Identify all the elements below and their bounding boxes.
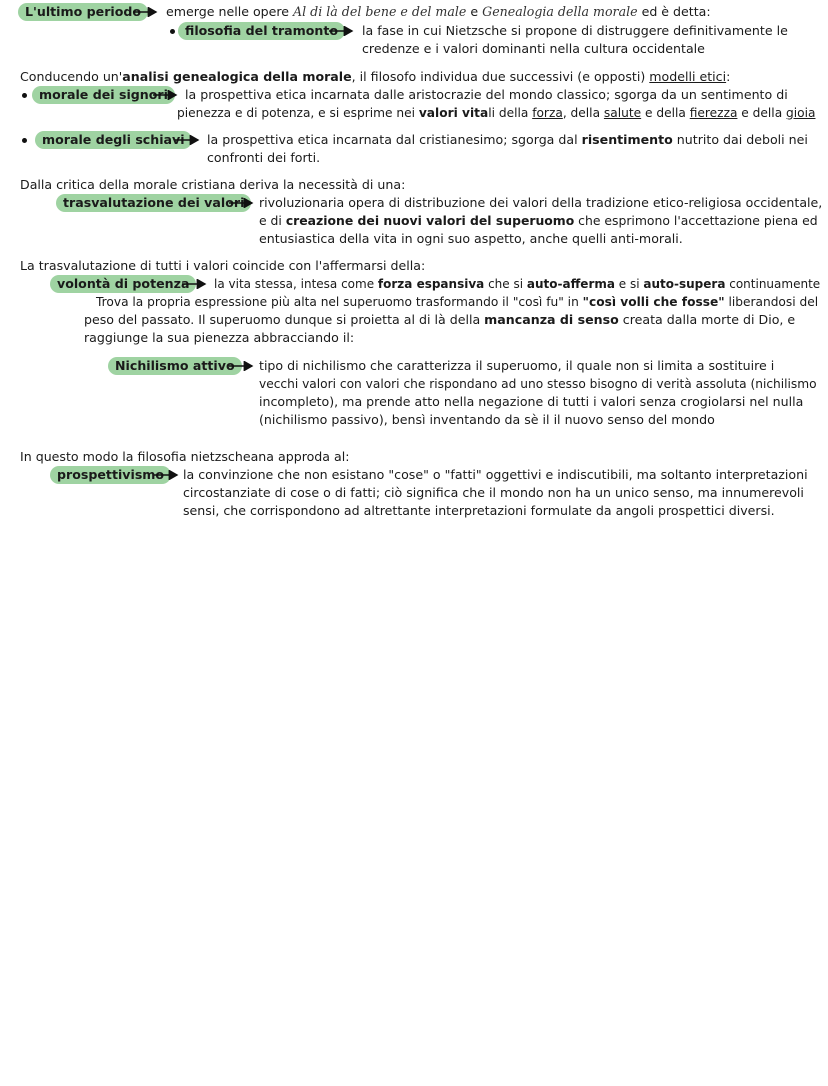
text: e della [737, 106, 787, 120]
text: : [726, 69, 731, 84]
definition-line: rivoluzionaria opera di distribuzione dei valori della tradizione etico-religiosa occidentale, [259, 195, 823, 210]
bold-text: "così volli che fosse" [582, 295, 725, 309]
text: e di [259, 213, 286, 228]
intro-line [20, 68, 730, 86]
tag-trasvalutazione-valori: trasvalutazione dei valori [56, 194, 251, 212]
definition-line: confronti dei forti. [207, 150, 321, 165]
bold-text: creazione dei nuovi valori del superuomo [285, 213, 575, 228]
bold-text: risentimento [581, 132, 673, 147]
arrow-icon [152, 90, 182, 100]
bullet-icon [22, 93, 27, 98]
definition-line: la convinzione che non esistano "cose" o "fatti" oggettivi e indiscutibili, ma soltanto interpretazioni [183, 467, 808, 482]
definition-line [207, 131, 808, 149]
bold-text: auto-afferma [526, 277, 615, 291]
tag-morale-schiavi: morale degli schiavi [35, 131, 192, 149]
intro-line [166, 3, 711, 21]
bold-text: mancanza di senso [484, 312, 619, 327]
intro-text: emerge nelle opere [166, 4, 294, 19]
text: la prospettiva etica incarnata dal cristianesimo; sgorga dal [207, 132, 582, 147]
arrow-icon [174, 135, 204, 145]
definition-line [84, 311, 795, 329]
definition-line: raggiunge la sua pienezza abbracciando il: [84, 330, 355, 345]
definition-line [259, 212, 818, 230]
text: pienezza e di potenza, e si esprime nei [177, 106, 419, 120]
tag-filosofia-tramonto: filosofia del tramonto [178, 22, 345, 40]
intro-line: In questo modo la filosofia nietzscheana approda al: [20, 449, 350, 464]
bold-text: auto-supera [643, 277, 726, 291]
definition-line: entusiastica della vita in ogni suo aspetto, anche quelli anti-morali. [259, 231, 683, 246]
intro-line: Dalla critica della morale cristiana deriva la necessità di una: [20, 177, 406, 192]
bullet-icon [22, 138, 27, 143]
arrow-icon [228, 361, 258, 371]
arrow-icon [328, 26, 358, 36]
underlined-text: forza [532, 106, 563, 120]
definition-line [214, 275, 820, 293]
intro-text: ed è detta: [637, 4, 711, 19]
definition-line: la prospettiva etica incarnata dalle aristocrazie del mondo classico; sgorga da un sentimento di [185, 87, 788, 102]
text: e si [614, 277, 644, 291]
bold-text: valori vita [418, 106, 489, 120]
text: continuamente [725, 277, 821, 291]
tag-volonta-potenza: volontà di potenza [50, 275, 196, 293]
arrow-icon [153, 470, 183, 480]
work-title: Genealogia della morale [482, 4, 638, 19]
tag-ultimo-periodo: L'ultimo periodo [18, 3, 148, 21]
underlined-text: salute [603, 106, 642, 120]
text: nutrito dai deboli nei [672, 132, 808, 147]
definition-line: tipo di nichilismo che caratterizza il superuomo, il quale non si limita a sostituire i [259, 358, 775, 373]
arrow-icon [132, 7, 162, 17]
definition-line: incompleto), ma prende atto nella negazione di tutti i valori senza crogiolarsi nel nulla [259, 394, 804, 409]
tag-prospettivismo: prospettivismo [50, 466, 171, 484]
tag-morale-signori: morale dei signori [32, 86, 175, 104]
definition-line: la fase in cui Nietzsche si propone di distruggere definitivamente le [362, 23, 788, 38]
bold-text: forza espansiva [377, 277, 485, 291]
text: li della [488, 106, 533, 120]
intro-line: La trasvalutazione di tutti i valori coincide con l'affermarsi della: [20, 258, 426, 273]
text: Conducendo un' [20, 69, 123, 84]
tag-nichilismo-attivo: Nichilismo attivo [108, 357, 242, 375]
text: che esprimono l'accettazione piena ed [574, 213, 818, 228]
text: creata dalla morte di Dio, e [618, 312, 796, 327]
text: Trova la propria espressione più alta nel superuomo trasformando il "così fu" in [96, 295, 583, 309]
text: la vita stessa, intesa come [214, 277, 378, 291]
definition-line: (nichilismo passivo), bensì inventando da sè il il nuovo senso del mondo [259, 412, 715, 427]
definition-line [177, 104, 815, 122]
definition-line: circostanziate di cose o di fatti; ciò significa che il mondo non ha un unico senso, ma innumerevoli [183, 485, 804, 500]
arrow-icon [228, 198, 258, 208]
underlined-text: gioia [786, 106, 816, 120]
underlined-text: fierezza [689, 106, 738, 120]
text: , il filosofo individua due successivi (e opposti) [351, 69, 650, 84]
underlined-text: modelli etici [649, 69, 727, 84]
definition-line [96, 293, 818, 311]
work-title: Al di là del bene e del male [293, 4, 467, 19]
intro-text: e [466, 4, 483, 19]
text: e della [641, 106, 690, 120]
bullet-icon [170, 29, 175, 34]
bold-text: analisi genealogica della morale [122, 69, 352, 84]
text: liberandosi del [724, 295, 819, 309]
text: che si [484, 277, 527, 291]
arrow-icon [181, 279, 211, 289]
definition-line: sensi, che corrispondono ad altrettante interpretazioni formulate da angoli prospettici diversi. [183, 503, 775, 518]
definition-line: credenze e i valori dominanti nella cultura occidentale [362, 41, 705, 56]
text: , della [562, 106, 604, 120]
definition-line: vecchi valori con valori che rispondano ad uno stesso bisogno di verità assoluta (nichilismo [259, 377, 817, 391]
text: peso del passato. Il superuomo dunque si proietta al di là della [84, 312, 485, 327]
